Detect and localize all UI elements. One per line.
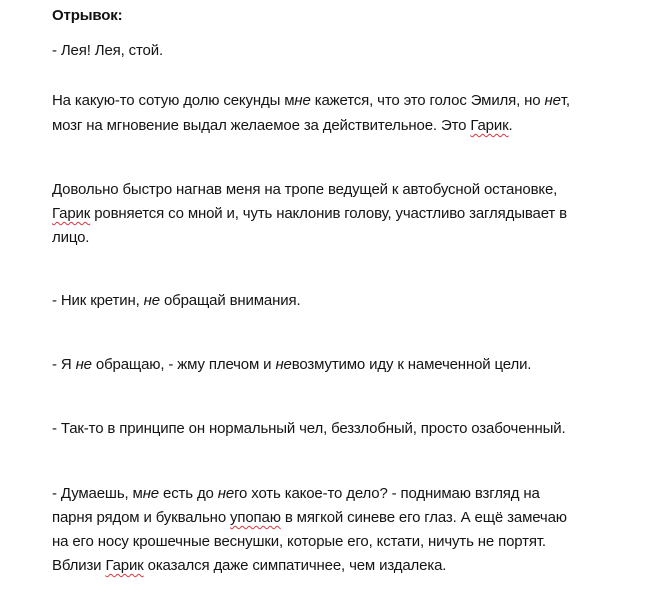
italic-text: не (75, 356, 92, 373)
text-line (52, 556, 446, 576)
italic-text: не (275, 356, 292, 373)
text-segment: - Так-то в принципе он нормальный чел, беззлобный, просто озабоченный. (52, 420, 566, 437)
text-line (52, 91, 570, 111)
text-segment: го хоть какое-то дело? - поднимаю взгляд на (234, 485, 540, 502)
misspelled-word[interactable]: упопаю (230, 509, 281, 526)
text-segment: есть до (158, 485, 218, 502)
italic-text: не (294, 92, 311, 109)
text-line (52, 180, 557, 200)
text-segment: На какую-то сотую долю секунды м (52, 92, 295, 109)
text-line (52, 508, 567, 528)
text-line (52, 204, 567, 224)
text-segment: - Думаешь, м (52, 485, 143, 502)
text-segment: лицо. (52, 229, 90, 246)
text-line (52, 532, 546, 552)
misspelled-word[interactable]: Гарик (105, 557, 144, 574)
text-segment: - Я (52, 356, 76, 373)
text-line (52, 291, 300, 311)
text-line (52, 419, 566, 439)
text-segment: - Лея! Лея, стой. (52, 42, 163, 59)
text-segment: обращай внимания. (159, 292, 301, 309)
text-segment: т, (560, 92, 570, 109)
misspelled-word[interactable]: Гарик (470, 117, 509, 134)
text-line (52, 41, 163, 61)
text-line (52, 484, 540, 504)
text-segment: парня рядом и буквально (52, 509, 231, 526)
italic-text: не (143, 292, 160, 309)
text-line (52, 355, 531, 375)
text-segment: возмутимо иду к намеченной цели. (291, 356, 532, 373)
text-line (52, 116, 513, 136)
text-segment: Вблизи (52, 557, 106, 574)
text-segment: на его носу крошечные веснушки, которые его, кстати, ничуть не портят. (52, 533, 546, 550)
text-segment: . (508, 117, 513, 134)
text-segment: мозг на мгновение выдал желаемое за действительное. Это (52, 117, 471, 134)
italic-text: не (217, 485, 235, 502)
text-segment: в мягкой синеве его глаз. А ещё замечаю (280, 509, 567, 526)
text-segment: оказался даже симпатичнее, чем издалека. (143, 557, 447, 574)
text-segment: обращаю, - жму плечом и (91, 356, 276, 373)
text-segment: ровняется со мной и, чуть наклонив голову, участливо заглядывает в (90, 205, 567, 222)
italic-text: не (544, 92, 561, 109)
excerpt-heading: Отрывок: (52, 7, 123, 24)
misspelled-word[interactable]: Гарик (52, 205, 91, 222)
text-segment: - Ник кретин, (52, 292, 144, 309)
text-line (52, 228, 89, 248)
text-segment: кажется, что это голос Эмиля, но (310, 92, 545, 109)
italic-text: не (142, 485, 159, 502)
text-segment: Довольно быстро нагнав меня на тропе ведущей к автобусной остановке, (52, 181, 558, 198)
